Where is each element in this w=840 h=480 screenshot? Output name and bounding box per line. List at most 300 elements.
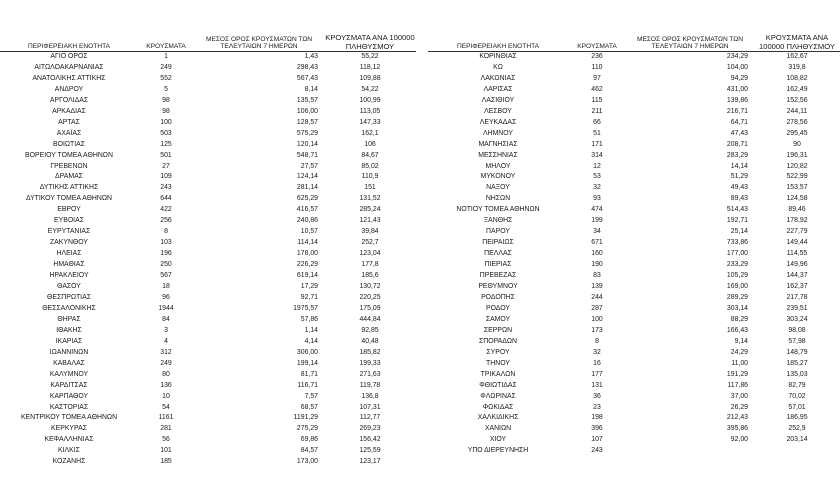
cases-cell: 422 <box>160 206 172 214</box>
region-cell: ΛΕΣΒΟΥ <box>484 107 512 115</box>
per100k-cell: 269,23 <box>359 425 381 433</box>
avg7-cell: 1975,57 <box>293 304 318 312</box>
region-cell: ΚΑΡΠΑΘΟΥ <box>49 392 89 400</box>
region-cell: ΑΧΑΪΑΣ <box>56 129 82 137</box>
cases-cell: 250 <box>160 261 172 269</box>
per100k-cell: 113,05 <box>359 107 381 115</box>
per100k-cell: 148,79 <box>786 348 808 356</box>
per100k-cell: 98,08 <box>788 326 806 334</box>
table-row <box>0 325 416 336</box>
region-cell: ΝΑΞΟΥ <box>486 184 510 192</box>
region-cell: ΣΥΡΟΥ <box>486 348 510 356</box>
per100k-cell: 185,27 <box>786 359 808 367</box>
region-cell: ΛΑΚΩΝΙΑΣ <box>480 74 516 82</box>
region-cell: ΛΑΡΙΣΑΣ <box>483 85 513 93</box>
table-row <box>428 282 840 293</box>
avg7-cell: 114,14 <box>297 239 318 247</box>
region-cell: ΘΕΣΠΡΩΤΙΑΣ <box>47 293 91 301</box>
region-cell: ΑΙΤΩΛΟΑΚΑΡΝΑΝΙΑΣ <box>34 63 104 71</box>
table-row <box>428 271 840 282</box>
region-cell: ΚΑΣΤΟΡΙΑΣ <box>49 403 89 411</box>
cases-cell: 107 <box>591 436 603 444</box>
avg7-cell: 120,14 <box>296 140 318 148</box>
cases-cell: 171 <box>591 140 603 148</box>
per100k-cell: 444,84 <box>359 315 381 323</box>
table-row <box>0 95 416 106</box>
per100k-cell: 217,78 <box>786 293 808 301</box>
per100k-cell: 186,95 <box>786 414 808 422</box>
per100k-cell: 57,01 <box>788 403 806 411</box>
table-row <box>0 183 416 194</box>
cases-cell: 244 <box>591 293 603 301</box>
avg7-cell: 303,14 <box>726 304 748 312</box>
cases-cell: 109 <box>160 173 172 181</box>
avg7-cell: 26,29 <box>730 403 748 411</box>
cases-cell: 196 <box>160 250 172 258</box>
table-body <box>0 52 416 468</box>
avg7-cell: 575,29 <box>296 129 318 137</box>
cases-cell: 12 <box>593 162 601 170</box>
region-cell: ΜΕΣΣΗΝΙΑΣ <box>478 151 518 159</box>
cases-cell: 160 <box>591 250 603 258</box>
cases-cell: 93 <box>593 195 601 203</box>
avg7-cell: 124,14 <box>296 173 318 181</box>
cases-cell: 100 <box>160 118 172 126</box>
cases-cell: 501 <box>160 151 172 159</box>
table-row <box>428 424 840 435</box>
per100k-cell: 303,24 <box>786 315 808 323</box>
cases-cell: 16 <box>593 359 601 367</box>
avg7-cell: 17,29 <box>300 283 318 291</box>
region-cell: ΣΑΜΟΥ <box>485 315 511 323</box>
cases-cell: 281 <box>160 425 172 433</box>
cases-cell: 1161 <box>158 414 174 422</box>
table-row <box>428 183 840 194</box>
cases-cell: 287 <box>591 304 603 312</box>
table-row <box>428 413 840 424</box>
cases-cell: 98 <box>162 107 170 115</box>
per100k-cell: 144,37 <box>786 272 808 280</box>
region-cell: ΝΗΣΩΝ <box>485 195 511 203</box>
table-row <box>0 391 416 402</box>
table-row <box>0 424 416 435</box>
per100k-cell <box>754 446 840 457</box>
per100k-cell: 227,79 <box>786 228 808 236</box>
avg7-cell: 431,00 <box>726 85 748 93</box>
cases-cell: 644 <box>160 195 172 203</box>
table-row <box>428 435 840 446</box>
region-cell: ΠΡΕΒΕΖΑΣ <box>479 272 517 280</box>
table-row <box>428 391 840 402</box>
avg7-cell: 233,29 <box>726 261 748 269</box>
avg7-cell: 1,43 <box>304 53 318 60</box>
avg7-cell: 416,57 <box>296 206 318 214</box>
region-cell: ΡΟΔΟΠΗΣ <box>481 293 515 301</box>
avg7-cell: 240,86 <box>296 217 318 225</box>
table-row <box>428 292 840 303</box>
region-cell: ΦΘΙΩΤΙΔΑΣ <box>479 381 517 389</box>
cases-cell: 98 <box>162 96 170 104</box>
region-cell: ΚΑΒΑΛΑΣ <box>53 359 85 367</box>
table-row <box>428 260 840 271</box>
table-row <box>428 62 840 73</box>
per100k-cell: 203,14 <box>786 436 808 444</box>
per100k-cell: 278,56 <box>786 118 808 126</box>
table-row <box>428 95 840 106</box>
avg7-cell: 81,71 <box>300 370 318 378</box>
avg7-cell: 289,29 <box>726 293 748 301</box>
region-cell: ΚΟΡΙΝΘΙΑΣ <box>479 53 517 60</box>
region-cell: ΕΥΡΥΤΑΝΙΑΣ <box>47 228 91 236</box>
avg7-cell: 92,71 <box>300 293 318 301</box>
avg7-cell: 68,57 <box>300 403 318 411</box>
region-cell: ΛΕΥΚΑΔΑΣ <box>479 118 517 126</box>
region-cell: ΚΙΛΚΙΣ <box>58 447 80 455</box>
region-cell: ΚΕΦΑΛΛΗΝΙΑΣ <box>44 436 94 444</box>
per100k-cell: 178,92 <box>786 217 808 225</box>
per100k-cell: 121,43 <box>359 217 381 225</box>
cases-cell: 185 <box>160 458 172 466</box>
table-row <box>0 292 416 303</box>
avg7-cell: 135,57 <box>296 96 318 104</box>
avg7-cell: 199,14 <box>296 359 318 367</box>
per100k-cell: 162,67 <box>786 53 808 60</box>
region-cell: ΡΟΔΟΥ <box>485 304 510 312</box>
per100k-cell: 107,31 <box>359 403 381 411</box>
per100k-cell: 131,52 <box>359 195 381 203</box>
avg7-cell: 117,86 <box>727 381 748 389</box>
avg7-cell: 69,86 <box>300 436 318 444</box>
region-cell: ΧΑΝΙΩΝ <box>484 425 512 433</box>
cases-cell: 8 <box>164 228 168 236</box>
table-row <box>0 347 416 358</box>
table-row <box>428 314 840 325</box>
per100k-cell: 252,7 <box>361 239 379 247</box>
avg7-cell: 84,57 <box>300 447 318 455</box>
cases-cell: 1 <box>164 53 168 60</box>
per100k-cell: 119,78 <box>359 381 381 389</box>
avg7-cell: 306,00 <box>296 348 318 356</box>
per100k-cell: 114,55 <box>786 250 808 258</box>
per100k-cell: 130,72 <box>359 283 381 291</box>
per100k-cell: 153,57 <box>786 184 808 192</box>
region-cell: ΧΑΛΚΙΔΙΚΗΣ <box>477 414 519 422</box>
table-row <box>428 446 840 457</box>
region-cell: ΥΠΟ ΔΙΕΡΕΥΝΗΣΗ <box>467 447 529 455</box>
region-cell: ΕΥΒΟΙΑΣ <box>54 217 84 225</box>
table-row <box>0 435 416 446</box>
avg7-cell: 128,57 <box>296 118 318 126</box>
per100k-cell: 54,22 <box>361 85 379 93</box>
table-row <box>428 249 840 260</box>
per100k-cell: 149,44 <box>786 239 808 247</box>
per100k-cell: 149,96 <box>786 261 808 269</box>
per100k-cell: 40,48 <box>361 337 379 345</box>
cases-cell: 32 <box>593 348 601 356</box>
avg7-cell: 105,29 <box>726 272 748 280</box>
avg7-cell: 64,71 <box>730 118 748 126</box>
table-row <box>428 205 840 216</box>
table-row <box>0 139 416 150</box>
avg7-cell: 166,43 <box>726 326 748 334</box>
avg7-cell: 177,00 <box>726 250 748 258</box>
table-row <box>0 194 416 205</box>
avg7-cell: 234,29 <box>726 53 748 60</box>
region-cell: ΙΩΑΝΝΙΝΩΝ <box>49 348 89 356</box>
cases-cell: 3 <box>164 326 168 334</box>
avg7-cell: 57,86 <box>300 315 318 323</box>
table-row <box>428 227 840 238</box>
cases-cell: 312 <box>160 348 172 356</box>
header-row <box>428 24 840 52</box>
region-cell: ΔΥΤΙΚΗΣ ΑΤΤΙΚΗΣ <box>39 184 99 192</box>
avg7-cell: 106,00 <box>296 107 318 115</box>
table-row <box>0 205 416 216</box>
table-row <box>0 238 416 249</box>
table-row <box>0 380 416 391</box>
table-row <box>0 271 416 282</box>
per100k-cell: 177,8 <box>361 261 379 269</box>
region-cell: ΕΒΡΟΥ <box>57 206 81 214</box>
per100k-cell: 319,8 <box>788 63 806 71</box>
avg7-cell: 226,29 <box>296 261 318 269</box>
per100k-cell: 84,67 <box>361 151 379 159</box>
cases-cell: 101 <box>160 447 172 455</box>
table-row <box>0 161 416 172</box>
region-cell: ΚΕΝΤΡΙΚΟΥ ΤΟΜΕΑ ΑΘΗΝΩΝ <box>20 414 118 422</box>
avg7-cell: 1,14 <box>304 326 318 334</box>
per100k-cell: 118,12 <box>359 63 381 71</box>
per100k-header: ΚΡΟΥΣΜΑΤΑ ΑΝΑ 100000 ΠΛΗΘΥΣΜΟΥ <box>324 24 416 52</box>
per100k-cell: 125,59 <box>359 447 381 455</box>
region-cell: ΛΗΜΝΟΥ <box>482 129 514 137</box>
avg7-cell: 7,57 <box>304 392 318 400</box>
region-cell: ΑΡΤΑΣ <box>58 118 80 126</box>
cases-cell: 462 <box>591 85 603 93</box>
table-row <box>0 369 416 380</box>
per100k-cell: 39,84 <box>361 228 379 236</box>
avg7-cell: 11,00 <box>731 359 748 367</box>
cases-cell: 396 <box>591 425 603 433</box>
region-cell: ΠΕΛΛΑΣ <box>484 250 512 258</box>
region-cell: ΤΡΙΚΑΛΩΝ <box>480 370 516 378</box>
region-cell: ΑΡΚΑΔΙΑΣ <box>52 107 86 115</box>
table-row <box>0 314 416 325</box>
region-cell: ΚΕΡΚΥΡΑΣ <box>51 425 87 433</box>
per100k-cell: 185,6 <box>361 272 379 280</box>
per100k-cell: 151 <box>364 184 376 192</box>
cases-cell: 243 <box>160 184 172 192</box>
cases-cell: 34 <box>593 228 601 236</box>
table-row <box>0 358 416 369</box>
regions-table-left <box>0 24 416 468</box>
per100k-cell: 271,63 <box>359 370 381 378</box>
per100k-cell: 123,17 <box>359 458 381 466</box>
region-cell: ΘΕΣΣΑΛΟΝΙΚΗΣ <box>42 304 96 312</box>
table-row <box>0 106 416 117</box>
cases-cell: 83 <box>593 272 601 280</box>
table-row <box>0 457 416 468</box>
per100k-cell: 295,45 <box>786 129 808 137</box>
region-cell: ΘΗΡΑΣ <box>57 315 81 323</box>
avg7-header: ΜΕΣΟΣ ΟΡΟΣ ΚΡΟΥΣΜΑΤΩΝ ΤΩΝ ΤΕΛΕΥΤΑΙΩΝ 7 ΗΜΕΡΩΝ <box>626 24 754 52</box>
per100k-cell: 152,56 <box>786 96 808 104</box>
avg7-cell: 8,14 <box>304 85 318 93</box>
region-cell: ΤΗΝΟΥ <box>486 359 510 367</box>
cases-cell: 243 <box>591 447 603 455</box>
cases-cell: 32 <box>593 184 601 192</box>
region-cell: ΙΚΑΡΙΑΣ <box>55 337 83 345</box>
avg7-cell: 1191,29 <box>293 414 318 422</box>
per100k-cell: 175,09 <box>359 304 381 312</box>
table-row <box>428 161 840 172</box>
per100k-cell: 70,02 <box>788 392 806 400</box>
per100k-cell: 147,33 <box>359 118 381 126</box>
avg7-cell: 10,57 <box>300 228 318 236</box>
cases-cell: 236 <box>591 53 603 60</box>
avg7-cell: 192,71 <box>726 217 748 225</box>
avg7-cell: 178,00 <box>296 250 318 258</box>
region-header: ΠΕΡΙΦΕΡΕΙΑΚΗ ΕΝΟΤΗΤΑ <box>428 24 568 52</box>
per100k-cell: 55,22 <box>361 53 379 60</box>
cases-cell: 177 <box>591 370 603 378</box>
cases-cell: 110 <box>591 63 603 71</box>
table-row <box>0 249 416 260</box>
table-row <box>0 52 416 63</box>
cases-cell: 96 <box>162 293 170 301</box>
avg7-cell: 514,43 <box>726 206 748 214</box>
avg7-cell: 139,86 <box>726 96 748 104</box>
per100k-cell: 57,98 <box>788 337 806 345</box>
table-row <box>0 172 416 183</box>
region-cell: ΜΥΚΟΝΟΥ <box>480 173 516 181</box>
per100k-cell: 123,04 <box>359 250 381 258</box>
cases-cell: 139 <box>591 283 603 291</box>
cases-cell: 56 <box>162 436 170 444</box>
region-cell: ΑΝΑΤΟΛΙΚΗΣ ΑΤΤΙΚΗΣ <box>32 74 106 82</box>
table-row <box>0 446 416 457</box>
table-row <box>0 150 416 161</box>
avg7-cell: 169,00 <box>726 283 748 291</box>
table-row <box>0 216 416 227</box>
region-cell: ΣΕΡΡΩΝ <box>483 326 513 334</box>
table-row <box>0 62 416 73</box>
per100k-cell: 244,11 <box>786 107 808 115</box>
cases-cell: 8 <box>595 337 599 345</box>
cases-cell: 5 <box>164 85 168 93</box>
avg7-cell: 49,43 <box>730 184 748 192</box>
region-cell: ΔΡΑΜΑΣ <box>55 173 83 181</box>
avg7-cell: 191,29 <box>726 370 748 378</box>
avg7-cell: 116,71 <box>297 381 318 389</box>
avg7-cell: 9,14 <box>734 337 748 345</box>
region-cell: ΗΡΑΚΛΕΙΟΥ <box>49 272 89 280</box>
table-row <box>428 52 840 63</box>
cases-cell: 54 <box>162 403 170 411</box>
per100k-cell: 185,82 <box>359 348 381 356</box>
cases-cell: 249 <box>160 359 172 367</box>
table-row <box>0 336 416 347</box>
avg7-cell: 94,29 <box>730 74 748 82</box>
avg7-cell: 395,86 <box>726 425 748 433</box>
avg7-cell: 619,14 <box>296 272 318 280</box>
cases-cell: 131 <box>591 381 603 389</box>
region-cell: ΗΜΑΘΙΑΣ <box>53 261 85 269</box>
cases-cell: 1944 <box>158 304 174 312</box>
table-row <box>0 128 416 139</box>
table-row <box>0 282 416 293</box>
per100k-cell: 239,51 <box>786 304 808 312</box>
cases-cell: 567 <box>160 272 172 280</box>
cases-cell: 474 <box>591 206 603 214</box>
per100k-cell: 82,79 <box>788 381 806 389</box>
region-cell: ΑΓΙΟ ΟΡΟΣ <box>50 53 88 60</box>
per100k-cell: 106 <box>364 140 376 148</box>
regions-table-right <box>428 24 840 457</box>
cases-cell: 100 <box>591 315 603 323</box>
region-cell: ΚΟΖΑΝΗΣ <box>52 458 86 466</box>
avg7-cell: 216,71 <box>726 107 748 115</box>
per100k-cell: 162,1 <box>361 129 379 137</box>
table-row <box>428 139 840 150</box>
per100k-cell: 220,25 <box>359 293 381 301</box>
region-cell: ΒΟΡΕΙΟΥ ΤΟΜΕΑ ΑΘΗΝΩΝ <box>25 151 113 159</box>
per100k-cell: 196,31 <box>786 151 808 159</box>
cases-cell: 27 <box>162 162 170 170</box>
table-row <box>0 84 416 95</box>
region-cell: ΠΑΡΟΥ <box>486 228 510 236</box>
per100k-cell: 252,9 <box>788 425 806 433</box>
region-cell: ΠΙΕΡΙΑΣ <box>484 261 512 269</box>
table-row <box>428 347 840 358</box>
avg7-cell: 173,00 <box>296 458 318 466</box>
table-row <box>428 150 840 161</box>
per100k-cell: 108,82 <box>786 74 808 82</box>
region-cell: ΒΟΙΩΤΙΑΣ <box>52 140 85 148</box>
avg7-cell: 27,57 <box>300 162 318 170</box>
cases-cell: 103 <box>160 239 172 247</box>
per100k-cell: 112,77 <box>359 414 381 422</box>
region-header: ΠΕΡΙΦΕΡΕΙΑΚΗ ΕΝΟΤΗΤΑ <box>0 24 138 52</box>
table-row <box>428 106 840 117</box>
table-row <box>428 216 840 227</box>
table-row <box>428 369 840 380</box>
region-cell: ΑΡΓΟΛΙΔΑΣ <box>49 96 89 104</box>
avg7-cell: 92,00 <box>730 436 748 444</box>
cases-cell: 198 <box>591 414 603 422</box>
avg7-cell: 88,29 <box>730 315 748 323</box>
table-row <box>428 325 840 336</box>
table-row <box>0 73 416 84</box>
region-cell: ΚΑΡΔΙΤΣΑΣ <box>50 381 88 389</box>
cases-cell: 84 <box>162 315 170 323</box>
per100k-cell: 135,03 <box>786 370 808 378</box>
cases-cell: 199 <box>591 217 603 225</box>
cases-cell: 190 <box>591 261 603 269</box>
avg7-cell: 281,14 <box>296 184 318 192</box>
region-cell: ΜΗΛΟΥ <box>485 162 511 170</box>
cases-cell: 249 <box>160 63 172 71</box>
per100k-cell: 136,8 <box>361 392 379 400</box>
region-cell: ΓΡΕΒΕΝΩΝ <box>50 162 88 170</box>
table-row <box>428 73 840 84</box>
table-body <box>428 52 840 457</box>
cases-cell: 23 <box>593 403 601 411</box>
region-cell: ΞΑΝΘΗΣ <box>483 217 513 225</box>
region-cell: ΖΑΚΥΝΘΟΥ <box>49 239 89 247</box>
table-row <box>428 128 840 139</box>
avg7-cell: 37,00 <box>730 392 748 400</box>
